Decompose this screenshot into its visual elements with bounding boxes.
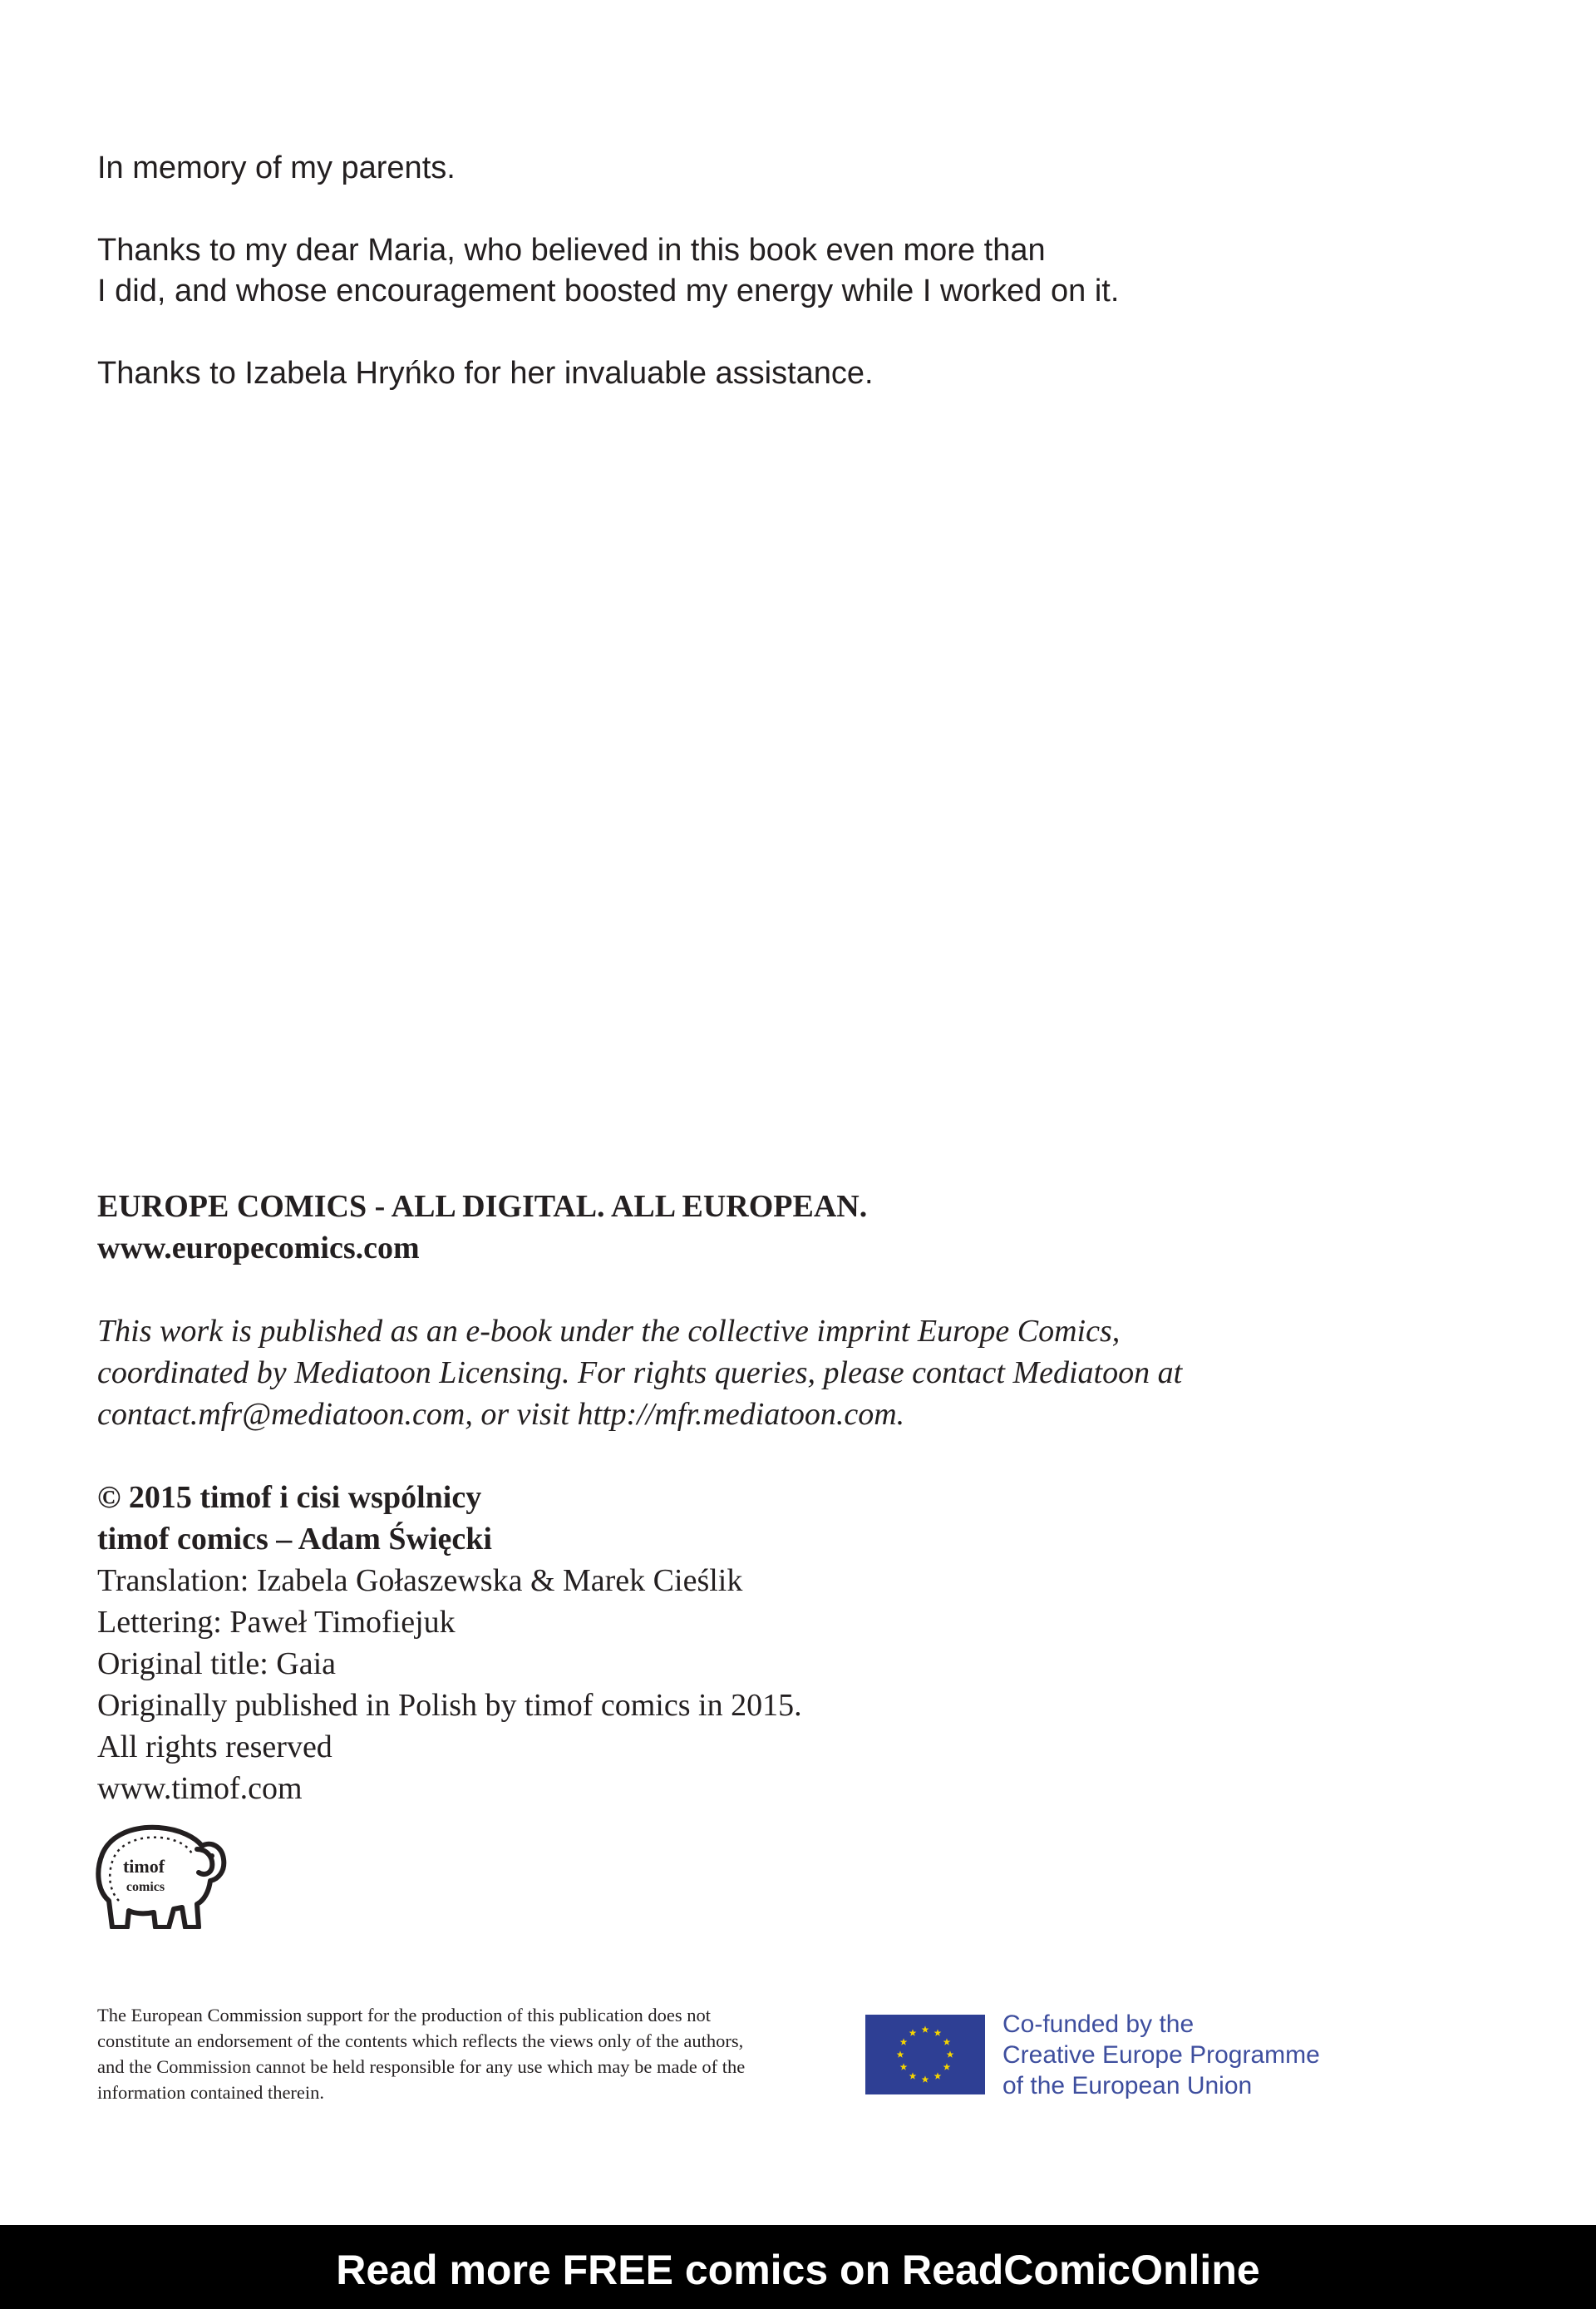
europe-comics-tagline: EUROPE COMICS - ALL DIGITAL. ALL EUROPEAN. <box>97 1189 868 1224</box>
disclaimer-line: The European Commission support for the production of this publication does not <box>97 2005 712 2025</box>
dedication-thanks-izabela: Thanks to Izabela Hryńko for her invaluable assistance. <box>97 356 874 391</box>
copyright-block <box>97 1477 1427 1809</box>
lettering-credit: Lettering: Paweł Timofiejuk <box>97 1605 456 1640</box>
disclaimer-line: and the Commission cannot be held responsible for any use which may be made of the <box>97 2056 746 2077</box>
publication-notice-line: coordinated by Mediatoon Licensing. For rights queries, please contact Mediatoon at <box>97 1355 1183 1390</box>
read-more-banner-text[interactable]: Read more FREE comics on ReadComicOnline <box>336 2246 1260 2293</box>
disclaimer-line: information contained therein. <box>97 2082 325 2103</box>
publication-notice-line: contact.mfr@mediatoon.com, or visit http://mfr.mediatoon.com. <box>97 1397 905 1432</box>
rights-reserved: All rights reserved <box>97 1729 332 1764</box>
disclaimer-line: constitute an endorsement of the contents which reflects the views only of the authors, <box>97 2030 744 2051</box>
dedication-memory: In memory of my parents. <box>97 150 456 185</box>
logo-bottom-text: comics <box>126 1880 165 1894</box>
publication-notice-line: This work is published as an e-book under the collective imprint Europe Comics, <box>97 1314 1121 1349</box>
eu-text-line: of the European Union <box>1002 2072 1253 2099</box>
timof-url[interactable]: www.timof.com <box>97 1771 303 1806</box>
eu-text-line: Co-funded by the <box>1002 2011 1195 2038</box>
copyright-line: © 2015 timof i cisi wspólnicy <box>97 1480 482 1515</box>
dedication-thanks-maria-line: I did, and whose encouragement boosted my energy while I worked on it. <box>97 274 1120 308</box>
publisher-line: timof comics – Adam Święcki <box>97 1522 492 1557</box>
timof-comics-logo <box>94 1821 229 1929</box>
publication-notice <box>97 1310 1427 1435</box>
translation-credit: Translation: Izabela Gołaszewska & Marek Cieślik <box>97 1563 743 1598</box>
logo-top-text: timof <box>122 1856 165 1877</box>
europe-comics-url[interactable]: www.europecomics.com <box>97 1231 420 1266</box>
read-more-banner[interactable] <box>0 2225 1596 2309</box>
eu-text-line: Creative Europe Programme <box>1002 2041 1320 2069</box>
dedication <box>97 148 1427 394</box>
dedication-thanks-maria-line: Thanks to my dear Maria, who believed in this book even more than <box>97 233 1046 268</box>
europe-comics-block <box>97 1186 1427 1269</box>
eu-flag-icon <box>865 2015 985 2094</box>
original-title: Original title: Gaia <box>97 1646 337 1681</box>
dedication-thanks-maria <box>97 230 1427 312</box>
original-publication: Originally published in Polish by timof comics in 2015. <box>97 1688 802 1723</box>
eu-disclaimer <box>97 2002 845 2105</box>
eu-cofunding-text <box>1002 2009 1418 2101</box>
credits <box>97 1186 1427 1809</box>
